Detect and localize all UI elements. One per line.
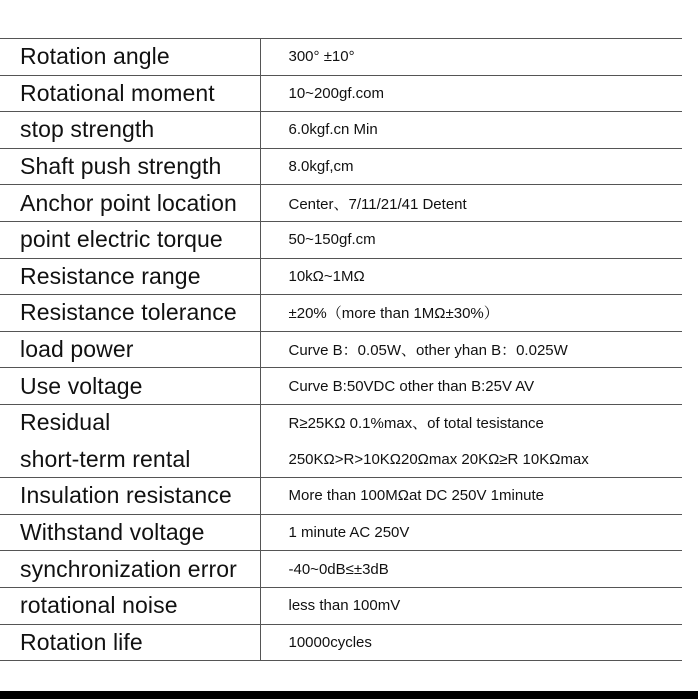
spec-value: 10kΩ~1MΩ [260,258,682,295]
spec-label: short-term rental [0,441,260,478]
table-row [0,368,682,405]
spec-value: 1 minute AC 250V [260,514,682,551]
table-row [0,514,682,551]
spec-value: ±20%（more than 1MΩ±30%） [260,295,682,332]
spec-label: Rotational moment [0,75,260,112]
spec-label: Rotation angle [0,39,260,76]
spec-label: Use voltage [0,368,260,405]
table-row [0,295,682,332]
top-band [0,0,698,8]
spec-label: Shaft push strength [0,148,260,185]
table-row [0,75,682,112]
spec-label: Residual [0,404,260,441]
bottom-border-bar [0,691,698,699]
spec-value: less than 100mV [260,587,682,624]
spec-table [0,38,682,661]
spec-label: point electric torque [0,221,260,258]
spec-value: Center、7/11/21/41 Detent [260,185,682,222]
spec-label: load power [0,331,260,368]
spec-label: rotational noise [0,587,260,624]
spec-value: 50~150gf.cm [260,221,682,258]
spec-value: More than 100MΩat DC 250V 1minute [260,478,682,515]
table-row [0,112,682,149]
spec-label: Rotation life [0,624,260,661]
table-row [0,258,682,295]
table-row [0,39,682,76]
spec-value: R≥25KΩ 0.1%max、of total tesistance [260,404,682,441]
spec-label: Withstand voltage [0,514,260,551]
spec-value: 6.0kgf.cn Min [260,112,682,149]
spec-label: stop strength [0,112,260,149]
table-row [0,331,682,368]
spec-value: 8.0kgf,cm [260,148,682,185]
table-row [0,441,682,478]
spec-value: 10000cycles [260,624,682,661]
spec-value: Curve B:50VDC other than B:25V AV [260,368,682,405]
spec-label: Resistance range [0,258,260,295]
spec-label: Insulation resistance [0,478,260,515]
table-row [0,551,682,588]
spec-label: Anchor point location [0,185,260,222]
spec-value: Curve B：0.05W、other yhan B：0.025W [260,331,682,368]
table-row [0,624,682,661]
table-row [0,587,682,624]
spec-value: 250KΩ>R>10KΩ20Ωmax 20KΩ≥R 10KΩmax [260,441,682,478]
spec-value: 10~200gf.com [260,75,682,112]
spec-value: 300° ±10° [260,39,682,76]
table-row [0,404,682,441]
spec-label: Resistance tolerance [0,295,260,332]
spec-value: -40~0dB≤±3dB [260,551,682,588]
table-row [0,221,682,258]
table-row [0,478,682,515]
table-row [0,148,682,185]
table-row [0,185,682,222]
spec-label: synchronization error [0,551,260,588]
